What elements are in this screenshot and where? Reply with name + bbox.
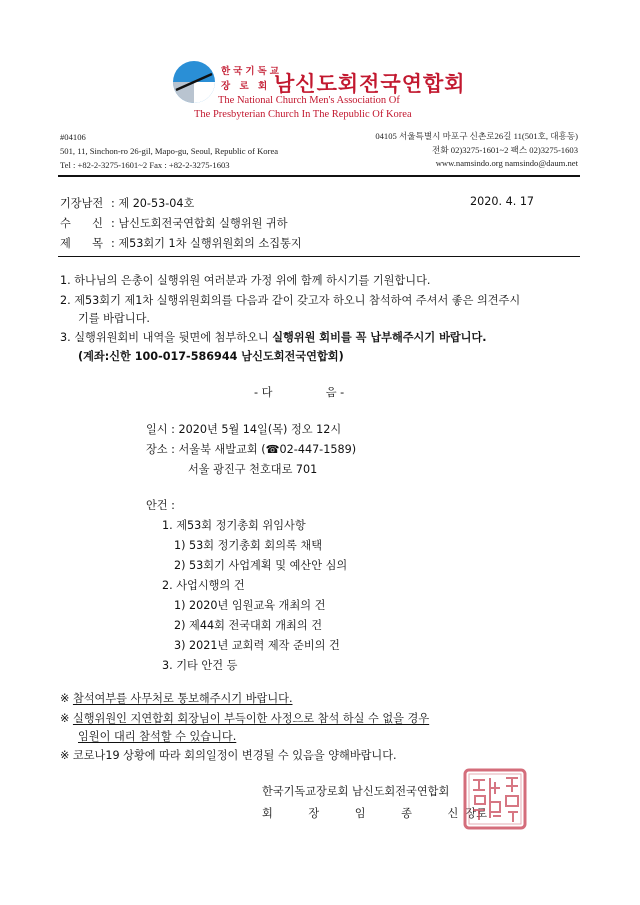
footnote-2-text: 실행위원인 지연합회 회장님이 부득이한 사정으로 참석 하실 수 없을 경우	[72, 712, 430, 725]
footnote-mark: ※	[60, 712, 73, 725]
agenda-item: 1. 제53회 정기총회 위임사항	[162, 519, 306, 532]
meeting-place: 장소 : 서울북 새발교회 (☎02-447-1589)	[146, 443, 357, 456]
agenda-subitem: 2) 제44회 전국대회 개최의 건	[174, 619, 323, 632]
paragraph-3-text: 3. 실행위원회비 내역을 뒷면에 첨부하오니	[60, 331, 273, 344]
agenda-subitem: 1) 2020년 임원교육 개최의 건	[174, 599, 326, 612]
bank-account: (계좌:신한 100-017-586944 남신도회전국연합회)	[78, 350, 344, 363]
doc-number-label: 기장남전	[60, 197, 104, 210]
signature-title: 회 장 임 종 신 장로	[262, 807, 488, 820]
footnote-1	[60, 690, 293, 706]
organization-logo	[172, 60, 216, 104]
agenda-subitem: 2) 53회기 사업계획 및 예산안 심의	[174, 559, 348, 572]
footnote-mark: ※	[60, 692, 73, 705]
notice-heading: - 다 음 -	[254, 386, 345, 399]
meeting-address: 서울 광진구 천호대로 701	[188, 463, 318, 476]
org-english-line2: The Presbyterian Church In The Republic Of Korea	[194, 109, 412, 120]
address-en-line2: 501, 11, Sinchon-ro 26-gil, Mapo-gu, Seoul, Republic of Korea	[60, 146, 279, 156]
recipient: : 남신도회전국연합회 실행위원 귀하	[111, 217, 288, 230]
org-title: 남신도회전국연합회	[274, 71, 466, 96]
signature-org: 한국기독교장로회 남신도회전국연합회	[262, 785, 450, 798]
address-en-line1: #04106	[60, 132, 86, 142]
org-english-line1: The National Church Men's Association Of	[218, 95, 400, 106]
subject: : 제53회기 1차 실행위원회의 소집통지	[111, 237, 302, 250]
address-ko-line3: www.namsindo.org namsindo@daum.net	[435, 158, 578, 168]
agenda-label: 안건 :	[146, 499, 175, 512]
subject-label: 제 목	[60, 237, 103, 250]
address-ko-line1: 04105 서울특별시 마포구 신촌로26길 11(501호, 대흥동)	[375, 131, 578, 141]
org-name-small-line2: 장 로 회	[221, 81, 271, 92]
paragraph-1: 1. 하나님의 은총이 실행위원 여러분과 가정 위에 함께 하시기를 기원합니다.	[60, 274, 431, 287]
doc-date: 2020. 4. 17	[470, 195, 535, 208]
paragraph-3	[60, 329, 487, 345]
address-en-line3: Tel : +82-2-3275-1601~2 Fax : +82-2-3275-1603	[60, 160, 230, 170]
paragraph-2-line2: 기를 바랍니다.	[78, 312, 150, 325]
official-seal-stamp	[463, 768, 527, 830]
doc-number: : 제 20-53-04호	[111, 197, 195, 210]
paragraph-2-line1: 2. 제53회기 제1차 실행위원회의를 다음과 같이 갖고자 하오니 참석하여 주셔서 좋은 의견주시	[60, 294, 521, 307]
paragraph-3-emphasis: 실행위원 회비를 꼭 납부해주시기 바랍니다.	[272, 331, 487, 344]
address-ko-line2: 전화 02)3275-1601~2 팩스 02)3275-1603	[432, 145, 578, 155]
org-name-small-line1: 한국기독교	[221, 66, 282, 77]
agenda-item: 2. 사업시행의 건	[162, 579, 245, 592]
agenda-item: 3. 기타 안건 등	[162, 659, 238, 672]
agenda-subitem: 3) 2021년 교회력 제작 준비의 건	[174, 639, 340, 652]
agenda-subitem: 1) 53회 정기총회 회의록 채택	[174, 539, 323, 552]
footnote-2-continued: 임원이 대리 참석할 수 있습니다.	[78, 730, 237, 743]
footnote-2	[60, 710, 429, 726]
footnote-1-text: 참석여부를 사무처로 통보해주시기 바랍니다.	[72, 692, 293, 705]
recipient-label: 수 신	[60, 217, 103, 230]
header-rule	[58, 175, 580, 177]
footnote-3: ※ 코로나19 상황에 따라 회의일정이 변경될 수 있음을 양해바랍니다.	[60, 749, 397, 762]
meta-rule	[58, 256, 580, 257]
meeting-datetime: 일시 : 2020년 5월 14일(목) 정오 12시	[146, 423, 342, 436]
